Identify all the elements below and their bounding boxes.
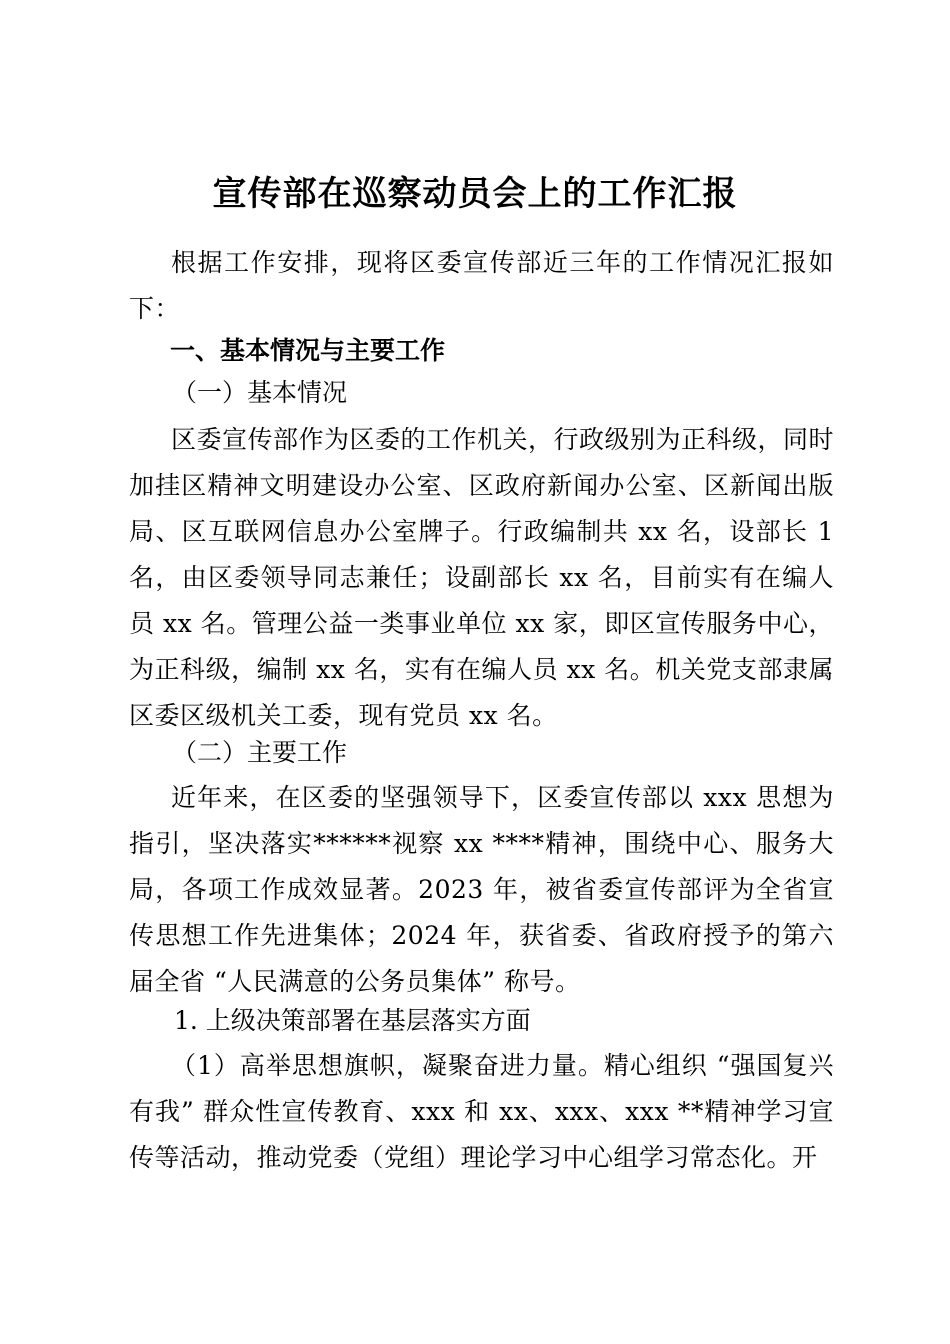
intro-paragraph: 根据工作安排，现将区委宣传部近三年的工作情况汇报如下： xyxy=(129,248,834,323)
item-heading-policy-implementation: 1. 上级决策部署在基层落实方面 xyxy=(174,1006,531,1035)
basic-situation-paragraph: 区委宣传部作为区委的工作机关，行政级别为正科级，同时加挂区精神文明建设办公室、区政府新闻办公室、区新闻出版局、区互联网信息办公室牌子。行政编制共 xx 名，设部长 1 名，由区委领导同志兼任；设副部长 xx 名，目前实有在编人员 xx 名。管理公益一类事业单位 xx 家，即区宣传服务中心，为正科级，编制 xx 名，实有在编人员 xx 名。机关党支部隶属区委区级机关工委，现有党员 xx 名。 xyxy=(129,425,835,730)
section-heading-basic-and-main-work: 一、基本情况与主要工作 xyxy=(170,336,446,365)
subsection-heading-basic-situation: （一）基本情况 xyxy=(172,378,348,407)
document-title: 宣传部在巡察动员会上的工作汇报 xyxy=(212,174,738,214)
point-paragraph-ideological-banner: （1）高举思想旗帜，凝聚奋进力量。精心组织 “强国复兴有我” 群众性宣传教育、xxx 和 xx、xxx、xxx **精神学习宣传等活动，推动党委（党组）理论学习中心组学习常态化。开 xyxy=(129,1051,834,1172)
subsection-heading-main-work: （二）主要工作 xyxy=(172,738,348,767)
main-work-paragraph: 近年来，在区委的坚强领导下，区委宣传部以 xxx 思想为指引，坚决落实******视察 xx ****精神，围绕中心、服务大局，各项工作成效显著。2023 年，被省委宣传部评为全省宣传思想工作先进集体；2024 年，获省委、省政府授予的第六届全省 “人民满意的公务员集体” 称号。 xyxy=(129,783,834,996)
